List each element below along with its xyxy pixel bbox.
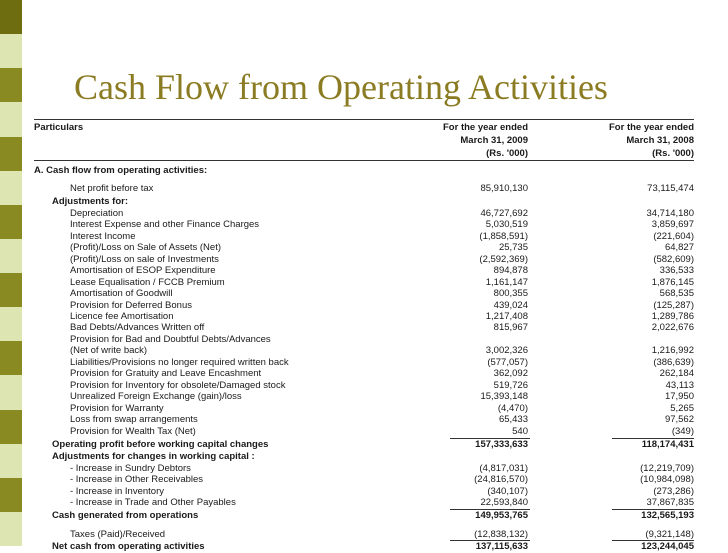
value-2008: 123,244,045 xyxy=(641,541,694,552)
value-2008: 3,859,697 xyxy=(651,219,694,230)
table-row xyxy=(34,391,694,403)
value-2009: 65,433 xyxy=(498,414,528,425)
row-label: Provision for Inventory for obsolete/Damaged stock xyxy=(70,380,286,391)
row-label: Interest Income xyxy=(70,231,136,242)
value-2009: 5,030,519 xyxy=(485,219,528,230)
row-label: Bad Debts/Advances Written off xyxy=(70,322,205,333)
value-2008: 97,562 xyxy=(664,414,694,425)
value-2009: (340,107) xyxy=(487,486,528,497)
table-row xyxy=(34,288,694,300)
value-2008: (273,286) xyxy=(653,486,694,497)
row-label: Interest Expense and other Finance Charges xyxy=(70,219,260,230)
subtotal-rule xyxy=(612,509,694,510)
value-2008: 34,714,180 xyxy=(646,208,694,219)
value-2008: (9,321,148) xyxy=(645,529,694,540)
row-label: Depreciation xyxy=(70,208,124,219)
table-row xyxy=(34,497,694,509)
row-label: Loss from swap arrangements xyxy=(70,414,198,425)
value-2009: 894,878 xyxy=(493,265,528,276)
row-label: Unrealized Foreign Exchange (gain)/loss xyxy=(70,391,242,402)
row-label: A. Cash flow from operating activities: xyxy=(34,165,208,176)
row-label: Operating profit before working capital changes xyxy=(52,439,269,450)
row-label: Cash generated from operations xyxy=(52,510,199,521)
value-2009: 362,092 xyxy=(493,368,528,379)
value-2008: 132,565,193 xyxy=(641,510,694,521)
row-label: Taxes (Paid)/Received xyxy=(70,529,166,540)
table-row xyxy=(34,451,694,463)
row-label: Provision for Gratuity and Leave Encashment xyxy=(70,368,262,379)
table-row xyxy=(34,439,694,451)
value-2009: (577,057) xyxy=(487,357,528,368)
table-top-rule xyxy=(34,119,694,120)
row-label: Net cash from operating activities xyxy=(52,541,205,552)
value-2008: (221,604) xyxy=(653,231,694,242)
value-2008: 336,533 xyxy=(659,265,694,276)
particulars-header: Particulars xyxy=(34,122,84,133)
row-label: - Increase in Trade and Other Payables xyxy=(70,497,236,508)
subtotal-rule xyxy=(450,509,530,510)
value-2009: (24,816,570) xyxy=(474,474,528,485)
table-header-rule xyxy=(34,160,694,161)
value-2009: 519,726 xyxy=(493,380,528,391)
value-2009: 800,355 xyxy=(493,288,528,299)
col2-header-line2: March 31, 2008 xyxy=(626,135,694,146)
table-row xyxy=(34,345,694,357)
table-row xyxy=(34,265,694,277)
row-label: Adjustments for: xyxy=(52,196,128,207)
row-label: Licence fee Amortisation xyxy=(70,311,174,322)
row-label: (Net of write back) xyxy=(70,345,148,356)
value-2009: (12,838,132) xyxy=(474,529,528,540)
value-2008: 1,216,992 xyxy=(651,345,694,356)
value-2008: 568,535 xyxy=(659,288,694,299)
value-2009: 157,333,633 xyxy=(475,439,528,450)
row-label: Provision for Wealth Tax (Net) xyxy=(70,426,196,437)
value-2009: 15,393,148 xyxy=(480,391,528,402)
table-row xyxy=(34,426,694,438)
row-label: - Increase in Other Receivables xyxy=(70,474,204,485)
value-2008: 1,876,145 xyxy=(651,277,694,288)
value-2009: 815,967 xyxy=(493,322,528,333)
value-2009: 46,727,692 xyxy=(480,208,528,219)
value-2008: (386,639) xyxy=(653,357,694,368)
table-header xyxy=(34,121,694,163)
value-2009: 25,735 xyxy=(498,242,528,253)
table-row xyxy=(34,196,694,208)
row-label: (Profit)/Loss on Sale of Assets (Net) xyxy=(70,242,222,253)
row-label: Provision for Deferred Bonus xyxy=(70,300,192,311)
row-label: Amortisation of ESOP Expenditure xyxy=(70,265,216,276)
value-2009: 149,953,765 xyxy=(475,510,528,521)
value-2008: 5,265 xyxy=(670,403,694,414)
table-row xyxy=(34,529,694,541)
value-2008: 17,950 xyxy=(664,391,694,402)
value-2008: (10,984,098) xyxy=(640,474,694,485)
col1-header-line2: March 31, 2009 xyxy=(460,135,528,146)
value-2009: (2,592,369) xyxy=(479,254,528,265)
slide-title: Cash Flow from Operating Activities xyxy=(74,67,608,107)
table-row xyxy=(34,219,694,231)
value-2009: (1,858,591) xyxy=(479,231,528,242)
subtotal-rule xyxy=(612,438,694,439)
row-label: Liabilities/Provisions no longer required written back xyxy=(70,357,289,368)
row-label: Amortisation of Goodwill xyxy=(70,288,173,299)
value-2008: 73,115,474 xyxy=(647,183,694,194)
value-2009: 3,002,326 xyxy=(485,345,528,356)
subtotal-rule xyxy=(450,438,530,439)
value-2008: 43,113 xyxy=(665,380,694,391)
value-2008: (582,609) xyxy=(653,254,694,265)
col1-header-line3: (Rs. '000) xyxy=(486,148,528,159)
value-2009: 85,910,130 xyxy=(480,183,528,194)
row-label: (Profit)/Loss on sale of Investments xyxy=(70,254,219,265)
value-2008: 37,867,835 xyxy=(646,497,694,508)
decorative-stripe xyxy=(0,0,22,546)
subtotal-rule xyxy=(612,540,694,541)
value-2008: 2,022,676 xyxy=(651,322,694,333)
col2-header-line3: (Rs. '000) xyxy=(652,148,694,159)
row-label: Adjustments for changes in working capital : xyxy=(52,451,255,462)
value-2009: 540 xyxy=(512,426,528,437)
value-2008: 1,289,786 xyxy=(651,311,694,322)
table-row xyxy=(34,368,694,380)
row-label: Provision for Bad and Doubtful Debts/Advances xyxy=(70,334,271,345)
subtotal-rule xyxy=(450,540,530,541)
value-2009: 137,115,633 xyxy=(475,541,528,552)
value-2009: 439,024 xyxy=(493,300,528,311)
table-row xyxy=(34,242,694,254)
col2-header-line1: For the year ended xyxy=(609,122,694,133)
table-row xyxy=(34,322,694,334)
value-2008: 262,184 xyxy=(659,368,694,379)
table-row xyxy=(34,474,694,486)
table-row xyxy=(34,165,694,177)
table-row xyxy=(34,414,694,426)
value-2009: 1,217,408 xyxy=(485,311,528,322)
row-label: Net profit before tax xyxy=(70,183,154,194)
value-2008: 118,174,431 xyxy=(641,439,694,450)
col1-header-line1: For the year ended xyxy=(443,122,528,133)
value-2009: (4,470) xyxy=(497,403,528,414)
row-label: Provision for Warranty xyxy=(70,403,164,414)
table-row xyxy=(34,510,694,522)
value-2008: (12,219,709) xyxy=(640,463,694,474)
row-label: Lease Equalisation / FCCB Premium xyxy=(70,277,225,288)
row-label: - Increase in Sundry Debtors xyxy=(70,463,191,474)
row-label: - Increase in Inventory xyxy=(70,486,164,497)
value-2009: 1,161,147 xyxy=(485,277,528,288)
value-2008: 64,827 xyxy=(664,242,694,253)
table-row xyxy=(34,541,694,553)
value-2009: (4,817,031) xyxy=(479,463,528,474)
value-2008: (349) xyxy=(671,426,694,437)
value-2009: 22,593,840 xyxy=(480,497,528,508)
value-2008: (125,287) xyxy=(653,300,694,311)
table-row xyxy=(34,183,694,195)
